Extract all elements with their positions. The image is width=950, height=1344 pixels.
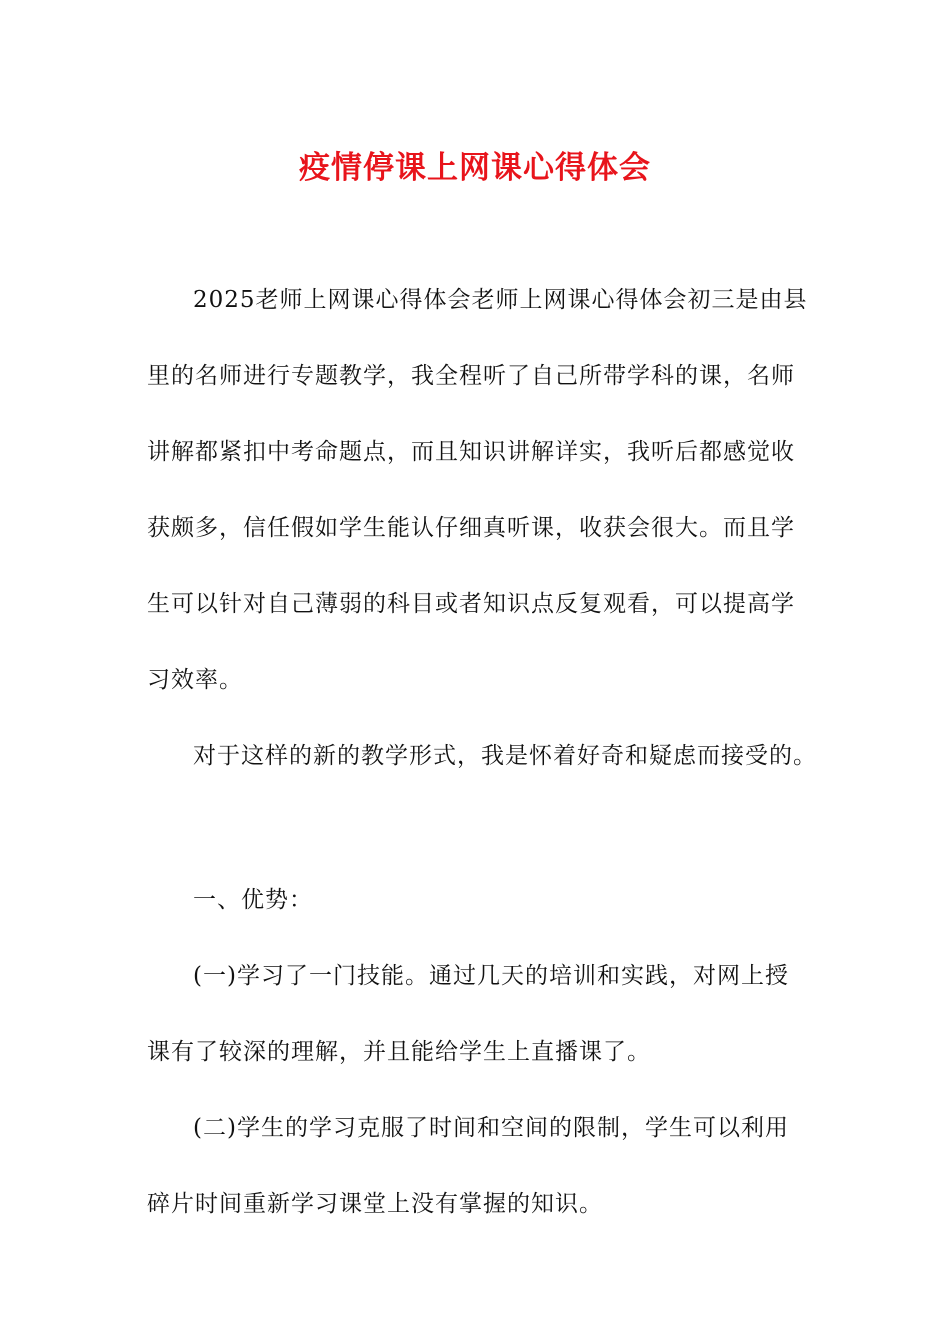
document-title: 疫情停课上网课心得体会: [299, 150, 651, 186]
paragraph-1-line-6: 习效率。: [147, 667, 243, 693]
paragraph-1-line-5: 生可以针对自己薄弱的科目或者知识点反复观看，可以提高学: [147, 591, 795, 617]
item-2-line-2: 碎片时间重新学习课堂上没有掌握的知识。: [147, 1191, 603, 1217]
paragraph-2-line-1: 对于这样的新的教学形式，我是怀着好奇和疑虑而接受的。: [193, 743, 817, 769]
paragraph-1-line-1: 2025老师上网课心得体会老师上网课心得体会初三是由县: [193, 287, 808, 313]
paragraph-1-line-4: 获颇多，信任假如学生能认仔细真听课，收获会很大。而且学: [147, 515, 795, 541]
paragraph-1-line-2: 里的名师进行专题教学，我全程听了自己所带学科的课，名师: [147, 363, 795, 389]
item-1-line-1: (一)学习了一门技能。通过几天的培训和实践，对网上授: [193, 963, 789, 989]
item-1-line-2: 课有了较深的理解，并且能给学生上直播课了。: [147, 1039, 651, 1065]
section-heading-advantages: 一、优势：: [193, 887, 313, 913]
paragraph-1-line-3: 讲解都紧扣中考命题点，而且知识讲解详实，我听后都感觉收: [147, 439, 795, 465]
item-2-line-1: (二)学生的学习克服了时间和空间的限制，学生可以利用: [193, 1115, 789, 1141]
